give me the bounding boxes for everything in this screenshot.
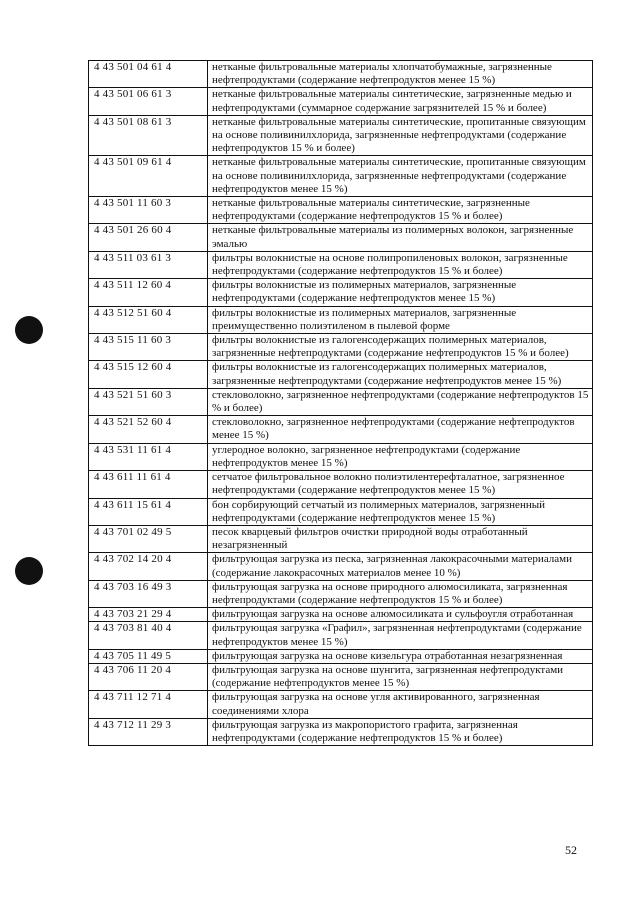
waste-code-cell: 4 43 515 11 60 3 xyxy=(89,334,208,361)
waste-code-cell: 4 43 702 14 20 4 xyxy=(89,553,208,580)
waste-code-cell: 4 43 703 81 40 4 xyxy=(89,622,208,649)
waste-description-cell: фильтры волокнистые из полимерных материалов, загрязненные нефтепродуктами (содержание нефтепродуктов менее 15 %) xyxy=(208,279,593,306)
waste-code-cell: 4 43 501 04 61 4 xyxy=(89,61,208,88)
waste-description-cell: углеродное волокно, загрязненное нефтепродуктами (содержание нефтепродуктов менее 15 %) xyxy=(208,443,593,470)
table-row xyxy=(89,115,593,156)
waste-description-cell: стекловолокно, загрязненное нефтепродуктами (содержание нефтепродуктов менее 15 %) xyxy=(208,416,593,443)
table-body xyxy=(89,61,593,746)
table-row xyxy=(89,622,593,649)
waste-code-cell: 4 43 611 15 61 4 xyxy=(89,498,208,525)
table-row xyxy=(89,279,593,306)
waste-code-cell: 4 43 515 12 60 4 xyxy=(89,361,208,388)
waste-code-cell: 4 43 501 08 61 3 xyxy=(89,115,208,156)
table-row xyxy=(89,388,593,415)
punch-hole-lower xyxy=(15,557,43,585)
table-row xyxy=(89,197,593,224)
waste-description-cell: фильтрующая загрузка на основе алюмосиликата и сульфоугля отработанная xyxy=(208,608,593,622)
table-row xyxy=(89,306,593,333)
waste-description-cell: нетканые фильтровальные материалы синтетические, пропитанные связующим на основе поливинилхлорида, загрязненные нефтепродуктами (содержание нефтепродуктов 15 % и более) xyxy=(208,115,593,156)
waste-description-cell: нетканые фильтровальные материалы синтетические, загрязненные медью и нефтепродуктами (суммарное содержание загрязнителей 15 % и более) xyxy=(208,88,593,115)
waste-description-cell: стекловолокно, загрязненное нефтепродуктами (содержание нефтепродуктов 15 % и более) xyxy=(208,388,593,415)
waste-code-cell: 4 43 701 02 49 5 xyxy=(89,525,208,552)
waste-description-cell: фильтрующая загрузка на основе кизельгура отработанная незагрязненная xyxy=(208,649,593,663)
waste-code-cell: 4 43 521 52 60 4 xyxy=(89,416,208,443)
table-row xyxy=(89,691,593,718)
waste-code-cell: 4 43 521 51 60 3 xyxy=(89,388,208,415)
table-row xyxy=(89,663,593,690)
table-row xyxy=(89,156,593,197)
waste-description-cell: фильтрующая загрузка на основе природного алюмосиликата, загрязненная нефтепродуктами (содержание нефтепродуктов 15 % и более) xyxy=(208,580,593,607)
page-number: 52 xyxy=(565,843,577,857)
table-row xyxy=(89,61,593,88)
table-row xyxy=(89,580,593,607)
waste-description-cell: фильтрующая загрузка на основе шунгита, загрязненная нефтепродуктами (содержание нефтепродуктов менее 15 %) xyxy=(208,663,593,690)
waste-code-cell: 4 43 501 09 61 4 xyxy=(89,156,208,197)
waste-code-cell: 4 43 611 11 61 4 xyxy=(89,471,208,498)
waste-description-cell: нетканые фильтровальные материалы хлопчатобумажные, загрязненные нефтепродуктами (содержание нефтепродуктов менее 15 %) xyxy=(208,61,593,88)
waste-description-cell: сетчатое фильтровальное волокно полиэтилентерефталатное, загрязненное нефтепродуктами (содержание нефтепродуктов менее 15 %) xyxy=(208,471,593,498)
table-row xyxy=(89,251,593,278)
waste-description-cell: фильтрующая загрузка из макропористого графита, загрязненная нефтепродуктами (содержание нефтепродуктов 15 % и более) xyxy=(208,718,593,745)
table-row xyxy=(89,88,593,115)
table-row xyxy=(89,334,593,361)
waste-description-cell: песок кварцевый фильтров очистки природной воды отработанный незагрязненный xyxy=(208,525,593,552)
table-row xyxy=(89,718,593,745)
waste-code-cell: 4 43 531 11 61 4 xyxy=(89,443,208,470)
punch-hole-upper xyxy=(15,316,43,344)
table-row xyxy=(89,224,593,251)
waste-code-cell: 4 43 512 51 60 4 xyxy=(89,306,208,333)
waste-code-cell: 4 43 703 21 29 4 xyxy=(89,608,208,622)
waste-description-cell: нетканые фильтровальные материалы из полимерных волокон, загрязненные эмалью xyxy=(208,224,593,251)
waste-code-cell: 4 43 511 03 61 3 xyxy=(89,251,208,278)
waste-code-cell: 4 43 711 12 71 4 xyxy=(89,691,208,718)
table-row xyxy=(89,471,593,498)
waste-code-cell: 4 43 501 06 61 3 xyxy=(89,88,208,115)
table-row xyxy=(89,443,593,470)
waste-code-cell: 4 43 501 26 60 4 xyxy=(89,224,208,251)
table-row xyxy=(89,553,593,580)
waste-code-cell: 4 43 712 11 29 3 xyxy=(89,718,208,745)
waste-description-cell: нетканые фильтровальные материалы синтетические, загрязненные нефтепродуктами (содержание нефтепродуктов 15 % и более) xyxy=(208,197,593,224)
waste-description-cell: фильтры волокнистые из полимерных материалов, загрязненные преимущественно полиэтиленом в пылевой форме xyxy=(208,306,593,333)
table-row xyxy=(89,361,593,388)
waste-description-cell: фильтрующая загрузка из песка, загрязненная лакокрасочными материалами (содержание лакокрасочных материалов менее 10 %) xyxy=(208,553,593,580)
waste-description-cell: фильтры волокнистые из галогенсодержащих полимерных материалов, загрязненные нефтепродуктами (содержание нефтепродуктов менее 15 %) xyxy=(208,361,593,388)
waste-description-cell: фильтрующая загрузка на основе угля активированного, загрязненная соединениями хлора xyxy=(208,691,593,718)
waste-code-cell: 4 43 501 11 60 3 xyxy=(89,197,208,224)
waste-code-cell: 4 43 706 11 20 4 xyxy=(89,663,208,690)
waste-code-cell: 4 43 703 16 49 3 xyxy=(89,580,208,607)
table-row xyxy=(89,525,593,552)
table-row xyxy=(89,649,593,663)
table-row xyxy=(89,416,593,443)
waste-description-cell: фильтрующая загрузка «Графил», загрязненная нефтепродуктами (содержание нефтепродуктов менее 15 %) xyxy=(208,622,593,649)
waste-description-cell: фильтры волокнистые из галогенсодержащих полимерных материалов, загрязненные нефтепродуктами (содержание нефтепродуктов 15 % и более) xyxy=(208,334,593,361)
waste-description-cell: нетканые фильтровальные материалы синтетические, пропитанные связующим на основе поливинилхлорида, загрязненные нефтепродуктами (содержание нефтепродуктов менее 15 %) xyxy=(208,156,593,197)
waste-code-cell: 4 43 705 11 49 5 xyxy=(89,649,208,663)
table-row xyxy=(89,498,593,525)
waste-description-cell: бон сорбирующий сетчатый из полимерных материалов, загрязненный нефтепродуктами (содержание нефтепродуктов менее 15 %) xyxy=(208,498,593,525)
table-row xyxy=(89,608,593,622)
waste-code-table xyxy=(88,60,593,746)
waste-code-cell: 4 43 511 12 60 4 xyxy=(89,279,208,306)
waste-description-cell: фильтры волокнистые на основе полипропиленовых волокон, загрязненные нефтепродуктами (содержание нефтепродуктов 15 % и более) xyxy=(208,251,593,278)
